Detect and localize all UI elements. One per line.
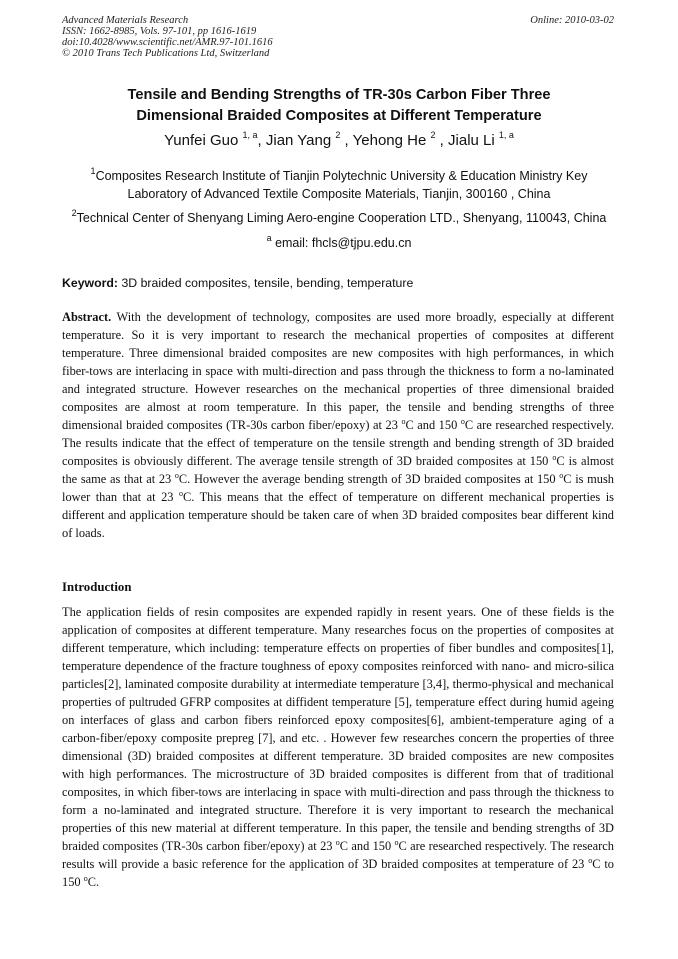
author-affil-mark: 2 — [335, 130, 341, 140]
abstract-text: With the development of technology, composites are used more broadly, especially at different temperature. So it is very important to research the mechanical properties of composites at different temperature. Three dimensional braided composites are new composites with high performances, in which fiber-tows are interlacing in space with multi-direction and pass through the thickness to form a no-laminated and integrated structure. However researches on the mechanical properties of three dimensional braided composites are almost at room temperature. In this paper, the tensile and bending strengths of three dimensional braided composites (TR-30s carbon fiber/epoxy) at 23 — [62, 310, 615, 432]
abstract-text: C is almost the same as that at 23 — [62, 454, 614, 486]
affiliation-2 — [62, 209, 616, 227]
title-line-2: Dimensional Braided Composites at Different Temperature — [136, 108, 542, 124]
online-date: Online: 2010-03-02 — [530, 15, 614, 26]
section-heading-introduction: Introduction — [62, 580, 132, 594]
degree-mark: o — [460, 417, 465, 426]
corresponding-email — [62, 234, 616, 252]
abstract-text: C is mush lower than that at 23 — [62, 472, 614, 504]
author-affil-mark: 1, a — [242, 130, 258, 140]
degree-mark: o — [552, 453, 557, 462]
keyword-label: Keyword: — [62, 276, 119, 290]
affiliation-mark: 2 — [71, 208, 77, 218]
abstract-text: C. This means that the effect of temperature on different mechanical properties is different and application temperature should be taken care of when 3D braided composites bear different kind of loads. — [62, 490, 614, 540]
affiliation-2-line-1: Technical Center of Shenyang Liming Aero-engine Cooperation LTD., Shenyang, 110043, China — [76, 211, 607, 225]
author-list: Yunfei Guo $^{1, a}$, Jian Yang $^2$ , Yehong He $^2$ , Jialu Li $^{1, a}$ — [164, 130, 514, 149]
keywords — [62, 274, 413, 292]
author-name: Jialu Li — [448, 132, 495, 149]
title-line-1: Tensile and Bending Strengths of TR-30s Carbon Fiber Three — [127, 87, 551, 103]
author-name: Jian Yang — [265, 132, 332, 149]
abstract-text: C. However the average bending strength of 3D braided composites at 150 — [178, 472, 560, 486]
abstract-text: C are researched respectively. The results indicate that the effect of temperature on the tensile strength and bending strength of 3D braided composites is obviously different. The average tensile strength of 3D braided composites at 150 — [62, 418, 614, 468]
intro-text: C to 150 — [62, 857, 614, 889]
degree-mark: o — [174, 471, 179, 480]
degree-mark: o — [335, 838, 340, 847]
paper-title — [62, 85, 616, 127]
journal-metadata — [62, 15, 273, 59]
author-affil-mark: 1, a — [498, 130, 514, 140]
keyword-text: 3D braided composites, tensile, bending, temperature — [121, 276, 414, 290]
author-affil-mark: 2 — [430, 130, 436, 140]
degree-mark: o — [401, 417, 406, 426]
affiliation-1 — [62, 167, 616, 203]
degree-mark: o — [559, 471, 564, 480]
email-text: email: fhcls@tjpu.edu.cn — [275, 236, 412, 250]
degree-mark: o — [83, 874, 88, 883]
affiliation-mark: 1 — [90, 166, 96, 176]
intro-text: C. — [87, 875, 100, 889]
author-name: Yunfei Guo — [164, 132, 239, 149]
degree-mark: o — [588, 856, 593, 865]
affiliation-1-line-1: Composites Research Institute of Tianjin Polytechnic University & Education Ministry Key — [95, 169, 588, 183]
affiliation-1-line-2: Laboratory of Advanced Textile Composite Materials, Tianjin, 300160 , China — [127, 187, 551, 201]
intro-text: C are researched respectively. The research results will provide a basic reference for the application of 3D braided composites at temperature of 23 — [62, 839, 614, 871]
introduction-paragraph — [62, 603, 614, 891]
email-mark: a — [266, 233, 272, 243]
intro-text: C and 150 — [339, 839, 395, 853]
issn-line: ISSN: 1662-8985, Vols. 97-101, pp 1616-1619 — [62, 26, 257, 37]
abstract-text: C and 150 — [405, 418, 461, 432]
intro-text: The application fields of resin composites are expended rapidly in resent years. One of these fields is the application of composites at different temperature. Many researches focus on the properties of composites at different temperature, which including: temperature effects on properties of fiber bundles and composites[1], temperature dependence of the fracture toughness of epoxy composites reinforced with nano- and micro-silica particles[2], laminated composite durability at intermediate temperature [3,4], thermo-physical and mechanical properties of pultruded GFRP composites at diffident temperature [5], temperature effect during humid ageing on interfaces of glass and carbon fibers reinforced epoxy composites[6], ambient-temperature aging of a carbon-fiber/epoxy composite prepreg [7], and etc. . However few researches concern the properties of three dimensional (3D) braided composites at different temperature. 3D braided composites are new composites with high performances. The microstructure of 3D braided composites is different from that of traditional composites, in which fiber-tows are interlacing in space with multi-direction and pass through the thickness to form a no-laminated and integrated structure. Therefore it is very important to research the mechanical properties of this new material at different temperature. In this paper, the tensile and bending strengths of 3D braided composites (TR-30s carbon fiber/epoxy) at 23 — [62, 605, 614, 853]
copyright-line: © 2010 Trans Tech Publications Ltd, Switzerland — [62, 48, 270, 59]
journal-name: Advanced Materials Research — [62, 15, 189, 26]
abstract-label: Abstract. — [62, 310, 112, 324]
abstract-paragraph — [62, 308, 614, 542]
degree-mark: o — [394, 838, 399, 847]
degree-mark: o — [178, 489, 183, 498]
author-name: Yehong He — [352, 132, 427, 149]
doi-line: doi:10.4028/www.scientific.net/AMR.97-101.1616 — [62, 37, 273, 48]
